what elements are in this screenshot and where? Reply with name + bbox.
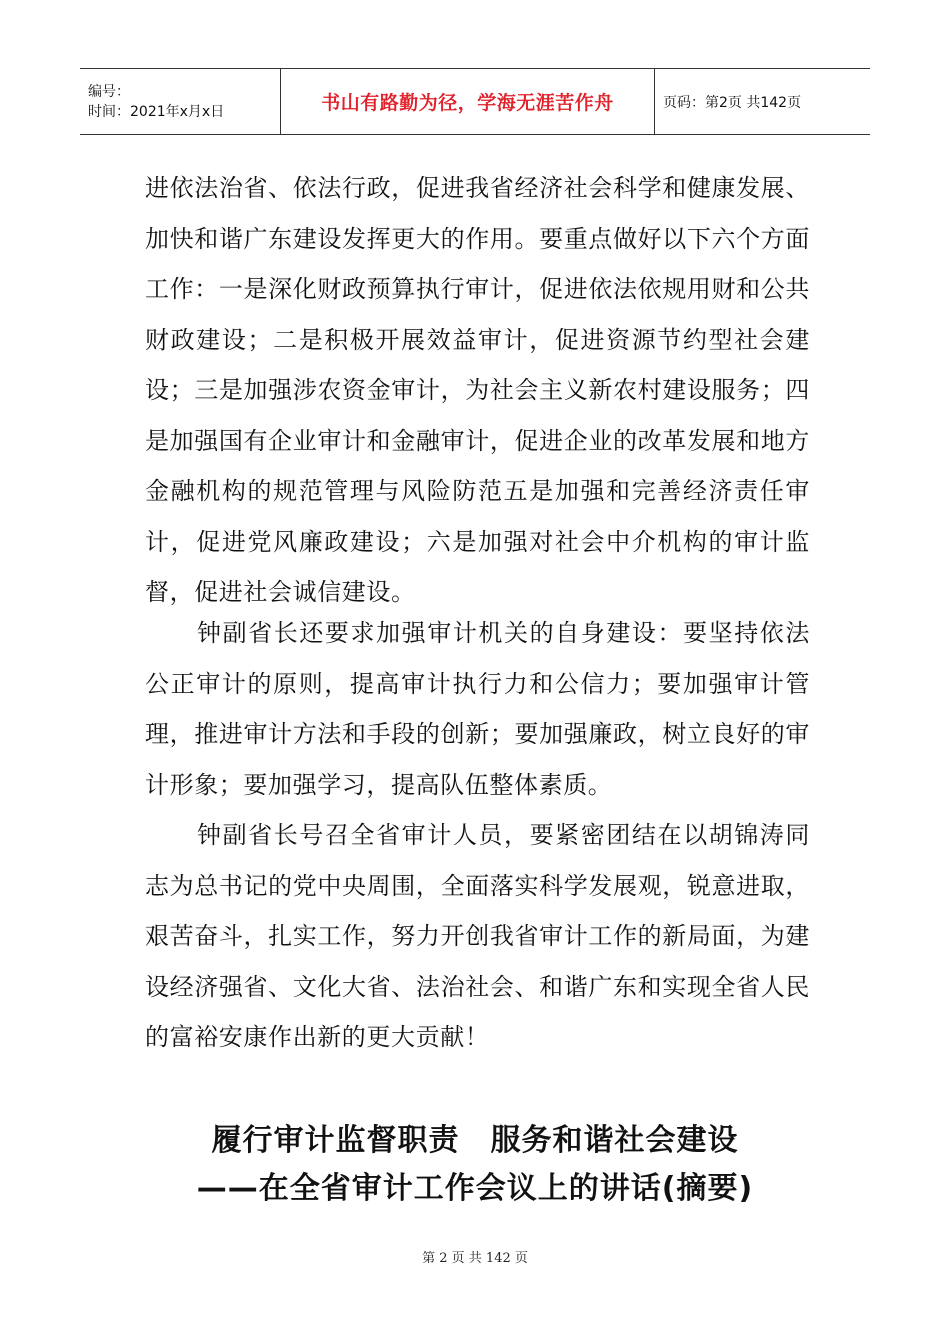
motto-text: 书山有路勤为径，学海无涯苦作舟 [321, 92, 614, 114]
page-header [80, 68, 870, 135]
section-subtitle: ——在全省审计工作会议上的讲话(摘要) [196, 1171, 754, 1206]
section-title: 履行审计监督职责 服务和谐社会建设 [211, 1123, 739, 1158]
body-paragraph-1: 进依法治省、依法行政，促进我省经济社会科学和健康发展、加快和谐广东建设发挥更大的作用。要重点做好以下六个方面工作：一是深化财政预算执行审计，促进依法依规用财和公共财政建设；二是积极开展效益审计，促进资源节约型社会建设；三是加强涉农资金审计，为社会主义新农村建设服务；四是加强国有企业审计和金融审计，促进企业的改革发展和地方金融机构的规范管理与风险防范五是加强和完善经济责任审计，促进党风廉政建设；六是加强对社会中介机构的审计监督，促进社会诚信建设。 [145, 174, 810, 606]
body-paragraph-2: 钟副省长还要求加强审计机关的自身建设：要坚持依法公正审计的原则，提高审计执行力和公信力；要加强审计管理，推进审计方法和手段的创新；要加强廉政，树立良好的审计形象；要加强学习，提高队伍整体素质。 [145, 619, 810, 799]
page-footer: 第 2 页 共 142 页 [422, 1251, 528, 1266]
serial-number-label: 编号： [88, 83, 130, 100]
header-meta-cell [80, 69, 281, 134]
header-page-cell [655, 69, 870, 134]
header-motto-cell [281, 69, 655, 134]
body-paragraph-3: 钟副省长号召全省审计人员，要紧密团结在以胡锦涛同志为总书记的党中央周围，全面落实科学发展观，锐意进取，艰苦奋斗，扎实工作，努力开创我省审计工作的新局面，为建设经济强省、文化大省、法治社会、和谐广东和实现全省人民的富裕安康作出新的更大贡献！ [145, 821, 810, 1051]
date-label: 时间：2021年x月x日 [88, 103, 225, 120]
header-page-number: 页码：第2页 共142页 [663, 94, 802, 111]
